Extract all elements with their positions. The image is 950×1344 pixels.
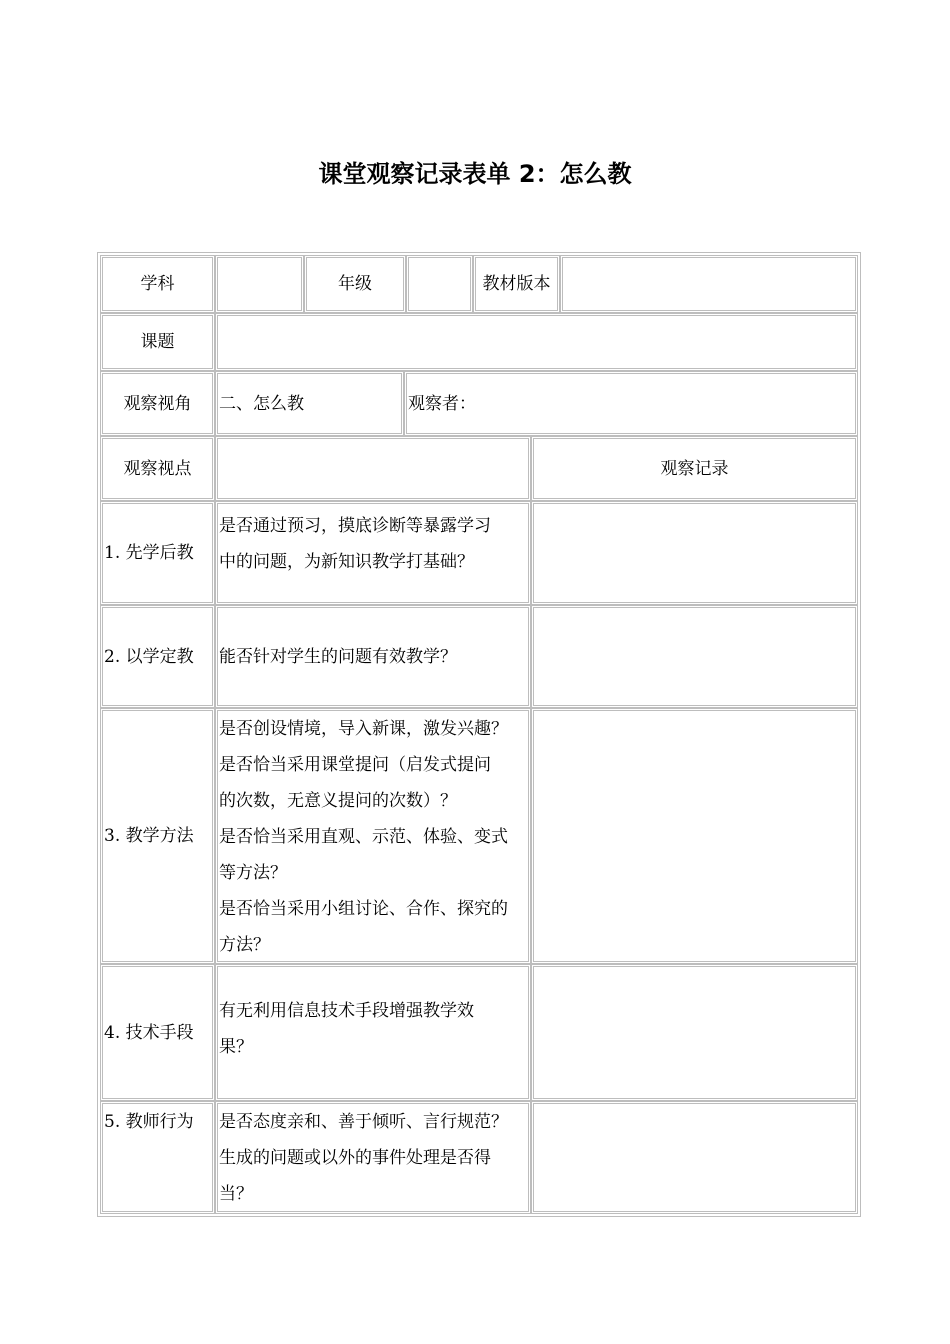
record-cell[interactable] <box>531 605 858 708</box>
observer-cell[interactable] <box>404 371 858 436</box>
criteria-cell <box>215 605 531 708</box>
record-header-cell <box>531 436 858 501</box>
record-cell[interactable] <box>531 708 858 964</box>
page-title: 课堂观察记录表单 2：怎么教 <box>318 160 632 188</box>
subject-label: 学科 <box>140 274 175 294</box>
viewpoint-header-cell <box>100 436 215 501</box>
criteria-line: 当？ <box>219 1184 253 1204</box>
criteria-line: 是否态度亲和、善于倾听、言行规范？ <box>219 1112 508 1132</box>
criteria-line: 中的问题，为新知识教学打基础？ <box>219 552 474 572</box>
viewpoint-header: 观察视点 <box>123 458 192 479</box>
record-cell[interactable] <box>531 1101 858 1214</box>
record-header: 观察记录 <box>660 458 729 479</box>
viewpoint-label: 2. 以学定教 <box>104 646 194 667</box>
criteria-line: 是否创设情境，导入新课，激发兴趣？ <box>219 719 508 739</box>
viewpoint-cell <box>100 1101 215 1214</box>
viewpoint-cell <box>100 501 215 605</box>
grade-value-cell[interactable] <box>406 255 473 313</box>
viewpoint-label: 5. 教师行为 <box>104 1112 194 1132</box>
criteria-line: 有无利用信息技术手段增强教学效 <box>219 1001 474 1021</box>
subject-value-cell[interactable] <box>215 255 304 313</box>
edition-label: 教材版本 <box>482 274 551 294</box>
topic-value-cell[interactable] <box>215 313 858 371</box>
viewpoint-label: 3. 教学方法 <box>104 826 194 846</box>
record-cell[interactable] <box>531 964 858 1101</box>
topic-label: 课题 <box>140 332 175 352</box>
criteria-cell <box>215 708 531 964</box>
criteria-line: 等方法？ <box>219 863 287 883</box>
criteria-cell <box>215 501 531 605</box>
topic-label-cell <box>100 313 215 371</box>
record-cell[interactable] <box>531 501 858 605</box>
criteria-cell <box>215 964 531 1101</box>
edition-label-cell <box>473 255 560 313</box>
grade-label-cell <box>304 255 406 313</box>
criteria-line: 能否针对学生的问题有效教学？ <box>219 646 457 667</box>
viewpoint-cell <box>100 964 215 1101</box>
criteria-cell <box>215 1101 531 1214</box>
viewpoint-cell <box>100 708 215 964</box>
criteria-line: 生成的问题或以外的事件处理是否得 <box>219 1148 491 1168</box>
perspective-value-cell <box>215 371 404 436</box>
grade-label: 年级 <box>338 274 372 294</box>
perspective-label: 观察视角 <box>123 393 192 414</box>
criteria-line: 的次数，无意义提问的次数）？ <box>219 791 457 811</box>
criteria-line: 是否恰当采用小组讨论、合作、探究的 <box>219 899 508 919</box>
perspective-label-cell <box>100 371 215 436</box>
viewpoint-label: 1. 先学后教 <box>104 543 194 563</box>
criteria-header-cell <box>215 436 531 501</box>
viewpoint-cell <box>100 605 215 708</box>
criteria-line: 是否恰当采用直观、示范、体验、变式 <box>219 827 508 847</box>
subject-label-cell <box>100 255 215 313</box>
criteria-line: 方法？ <box>219 935 270 955</box>
viewpoint-label: 4. 技术手段 <box>104 1022 194 1043</box>
observer-label: 观察者： <box>408 393 476 414</box>
criteria-line: 是否通过预习，摸底诊断等暴露学习 <box>219 516 491 536</box>
perspective-value: 二、怎么教 <box>219 393 304 414</box>
criteria-line: 果？ <box>219 1037 253 1057</box>
criteria-line: 是否恰当采用课堂提问（启发式提问 <box>219 755 491 775</box>
edition-value-cell[interactable] <box>560 255 858 313</box>
